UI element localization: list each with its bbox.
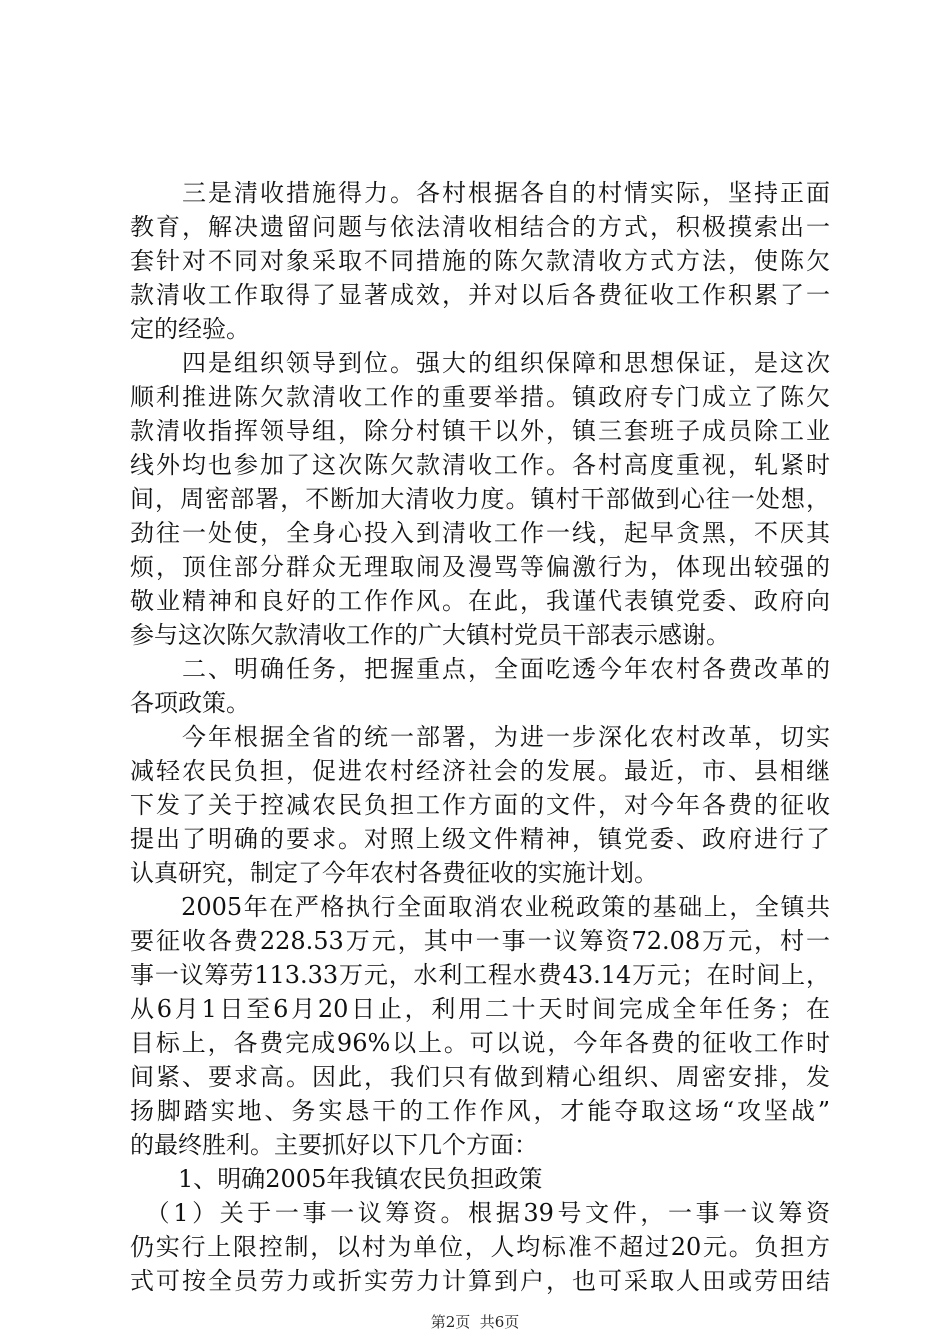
text-line: 款清收工作取得了显著成效，并对以后各费征收工作积累了一: [130, 281, 830, 309]
text-line: 教育，解决遗留问题与依法清收相结合的方式，积极摸索出一: [130, 213, 830, 241]
text-line: 参与这次陈欠款清收工作的广大镇村党员干部表示感谢。: [130, 621, 730, 649]
text-line: 式可按全员劳力或折实劳力计算到户，也可采取人田或劳田结: [130, 1267, 830, 1295]
text-line: 线外均也参加了这次陈欠款清收工作。各村高度重视，轧紧时: [130, 451, 830, 479]
text-line: 扬脚踏实地、务实恳干的工作作风，才能夺取这场“攻坚战”: [130, 1097, 830, 1125]
text-line: 三是清收措施得力。各村根据各自的村情实际，坚持正面: [130, 179, 830, 207]
text-line: 各项政策。: [130, 689, 250, 717]
text-line: 下发了关于控减农民负担工作方面的文件，对今年各费的征收: [130, 791, 830, 819]
text-line: 的最终胜利。主要抓好以下几个方面：: [130, 1131, 538, 1159]
text-line: 仍实行上限控制，以村为单位，人均标准不超过20元。负担方: [130, 1233, 830, 1261]
page-number-footer: 第2页 共6页: [430, 1313, 520, 1331]
text-line: 定的经验。: [130, 315, 250, 343]
text-line: 劲往一处使，全身心投入到清收工作一线，起早贪黑，不厌其: [130, 519, 830, 547]
text-line: 顺利推进陈欠款清收工作的重要举措。镇政府专门成立了陈欠: [130, 383, 830, 411]
text-line: 认真研究，制定了今年农村各费征收的实施计划。: [130, 859, 658, 887]
text-line: 要征收各费228.53万元，其中一事一议筹资72.08万元，村一: [130, 927, 830, 955]
text-line: 1、明确2005年我镇农民负担政策: [130, 1165, 543, 1193]
text-line: 今年根据全省的统一部署，为进一步深化农村改革，切实: [130, 723, 830, 751]
text-line: （1）关于一事一议筹资。根据39号文件，一事一议筹资: [130, 1199, 830, 1227]
text-line: 敬业精神和良好的工作作风。在此，我谨代表镇党委、政府向: [130, 587, 830, 615]
text-line: 2005年在严格执行全面取消农业税政策的基础上，全镇共: [130, 893, 830, 921]
text-line: 从6月1日至6月20日止，利用二十天时间完成全年任务；在: [130, 995, 830, 1023]
text-line: 四是组织领导到位。强大的组织保障和思想保证，是这次: [130, 349, 830, 377]
text-line: 款清收指挥领导组，除分村镇干以外，镇三套班子成员除工业: [130, 417, 830, 445]
text-line: 目标上，各费完成96%以上。可以说，今年各费的征收工作时: [130, 1029, 830, 1057]
text-line: 套针对不同对象采取不同措施的陈欠款清收方式方法，使陈欠: [130, 247, 830, 275]
text-line: 烦，顶住部分群众无理取闹及漫骂等偏激行为，体现出较强的: [130, 553, 830, 581]
text-line: 提出了明确的要求。对照上级文件精神，镇党委、政府进行了: [130, 825, 830, 853]
text-line: 事一议筹劳113.33万元，水利工程水费43.14万元；在时间上，: [130, 961, 830, 989]
text-line: 间，周密部署，不断加大清收力度。镇村干部做到心往一处想，: [130, 485, 830, 513]
text-line: 二、明确任务，把握重点，全面吃透今年农村各费改革的: [130, 655, 830, 683]
text-line: 间紧、要求高。因此，我们只有做到精心组织、周密安排，发: [130, 1063, 830, 1091]
text-line: 减轻农民负担，促进农村经济社会的发展。最近，市、县相继: [130, 757, 830, 785]
